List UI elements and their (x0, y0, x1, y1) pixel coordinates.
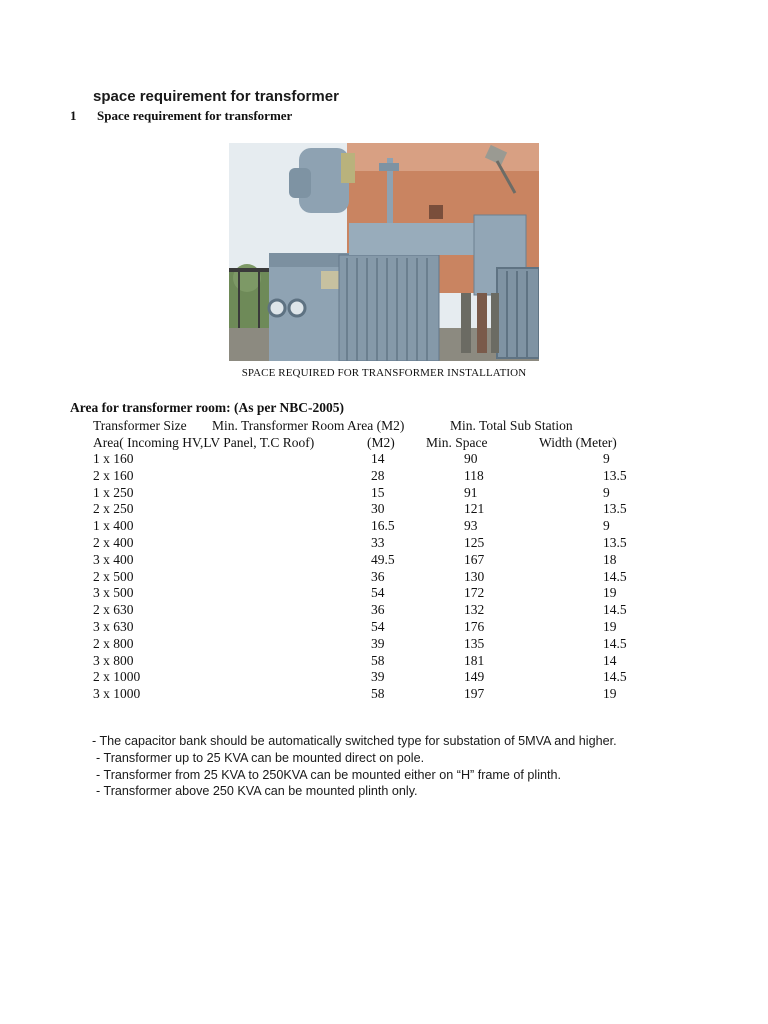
header-room-area: Min. Transformer Room Area (M2) (212, 418, 405, 433)
table-row (93, 485, 653, 502)
table-row (93, 501, 653, 518)
cell-transformer-size: 1 x 400 (93, 518, 134, 534)
header-m2: (M2) (367, 435, 395, 450)
note-plinth: - Transformer above 250 KVA can be mounted plinth only. (96, 784, 418, 799)
cell-min-space: 90 (464, 451, 478, 466)
cell-min-space: 125 (464, 534, 485, 550)
section-title: Space requirement for transformer (97, 108, 293, 123)
table-row (93, 535, 653, 552)
cell-width: 13.5 (603, 467, 627, 483)
cell-room-area: 30 (371, 501, 385, 517)
transformer-photo (229, 143, 539, 361)
cell-transformer-size: 2 x 500 (93, 568, 134, 584)
cell-width: 14 (603, 652, 617, 668)
space-requirement-table (93, 417, 653, 703)
cell-width: 13.5 (603, 534, 627, 550)
cell-room-area: 28 (371, 467, 385, 483)
table-row (93, 518, 653, 535)
header-min-space: Min. Space (426, 435, 488, 450)
cell-width: 14.5 (603, 568, 627, 584)
header-total-sub-station: Min. Total Sub Station (450, 418, 573, 433)
cell-room-area: 14 (371, 451, 385, 466)
table-row (93, 468, 653, 485)
cell-room-area: 54 (371, 618, 385, 634)
cell-min-space: 132 (464, 602, 485, 618)
table-row (93, 569, 653, 586)
cell-room-area: 58 (371, 686, 385, 702)
cell-min-space: 135 (464, 635, 485, 651)
cell-min-space: 91 (464, 484, 478, 500)
header-transformer-size: Transformer Size (93, 418, 187, 433)
cell-min-space: 167 (464, 551, 485, 567)
cell-width: 9 (603, 484, 610, 500)
section-heading (70, 108, 292, 124)
section-number: 1 (70, 108, 77, 123)
cell-min-space: 93 (464, 518, 478, 534)
cell-transformer-size: 2 x 800 (93, 635, 134, 651)
cell-min-space: 149 (464, 669, 485, 685)
cell-room-area: 58 (371, 652, 385, 668)
cell-transformer-size: 2 x 400 (93, 534, 134, 550)
cell-room-area: 49.5 (371, 551, 395, 567)
cell-min-space: 118 (464, 467, 484, 483)
table-row (93, 451, 653, 468)
cell-width: 13.5 (603, 501, 627, 517)
area-heading: Area for transformer room: (As per NBC-2005) (70, 400, 344, 415)
header-width: Width (Meter) (539, 435, 617, 450)
cell-transformer-size: 3 x 800 (93, 652, 134, 668)
cell-min-space: 181 (464, 652, 485, 668)
cell-room-area: 39 (371, 669, 385, 685)
cell-transformer-size: 2 x 250 (93, 501, 134, 517)
cell-room-area: 36 (371, 568, 385, 584)
cell-transformer-size: 3 x 400 (93, 551, 134, 567)
cell-transformer-size: 3 x 500 (93, 585, 134, 601)
table-row (93, 552, 653, 569)
cell-min-space: 121 (464, 501, 485, 517)
cell-room-area: 33 (371, 534, 385, 550)
cell-transformer-size: 2 x 160 (93, 467, 134, 483)
note-h-frame: - Transformer from 25 KVA to 250KVA can be mounted either on “H” frame of plinth. (96, 767, 562, 782)
cell-transformer-size: 3 x 1000 (93, 686, 141, 702)
cell-width: 18 (603, 551, 617, 567)
cell-room-area: 54 (371, 585, 385, 601)
table-header-line-1 (93, 417, 653, 434)
cell-width: 19 (603, 686, 617, 702)
cell-width: 9 (603, 518, 610, 534)
cell-room-area: 15 (371, 484, 385, 500)
notes-section (92, 733, 652, 800)
cell-width: 19 (603, 618, 617, 634)
table-row (93, 686, 653, 703)
cell-room-area: 16.5 (371, 518, 395, 534)
cell-min-space: 172 (464, 585, 485, 601)
table-row (93, 602, 653, 619)
cell-width: 14.5 (603, 602, 627, 618)
figure-caption: SPACE REQUIRED FOR TRANSFORMER INSTALLATION (241, 367, 527, 379)
cell-room-area: 36 (371, 602, 385, 618)
cell-transformer-size: 1 x 160 (93, 451, 134, 466)
table-body (93, 451, 653, 703)
table-row (93, 636, 653, 653)
cell-room-area: 39 (371, 635, 385, 651)
table-row (93, 619, 653, 636)
cell-min-space: 176 (464, 618, 485, 634)
cell-width: 14.5 (603, 669, 627, 685)
cell-transformer-size: 2 x 1000 (93, 669, 141, 685)
cell-transformer-size: 3 x 630 (93, 618, 134, 634)
cell-width: 9 (603, 451, 610, 466)
document-title: space requirement for transformer (93, 88, 339, 105)
header-area-incoming: Area( Incoming HV,LV Panel, T.C Roof) (93, 435, 315, 450)
table-header-line-2 (93, 434, 653, 451)
cell-width: 19 (603, 585, 617, 601)
note-pole-mount: - Transformer up to 25 KVA can be mounted direct on pole. (96, 750, 425, 765)
note-capacitor-bank: - The capacitor bank should be automatically switched type for substation of 5MVA and higher. (92, 734, 617, 748)
cell-min-space: 130 (464, 568, 485, 584)
cell-transformer-size: 2 x 630 (93, 602, 134, 618)
cell-transformer-size: 1 x 250 (93, 484, 134, 500)
table-row (93, 653, 653, 670)
cell-width: 14.5 (603, 635, 627, 651)
table-row (93, 669, 653, 686)
table-row (93, 585, 653, 602)
cell-min-space: 197 (464, 686, 485, 702)
